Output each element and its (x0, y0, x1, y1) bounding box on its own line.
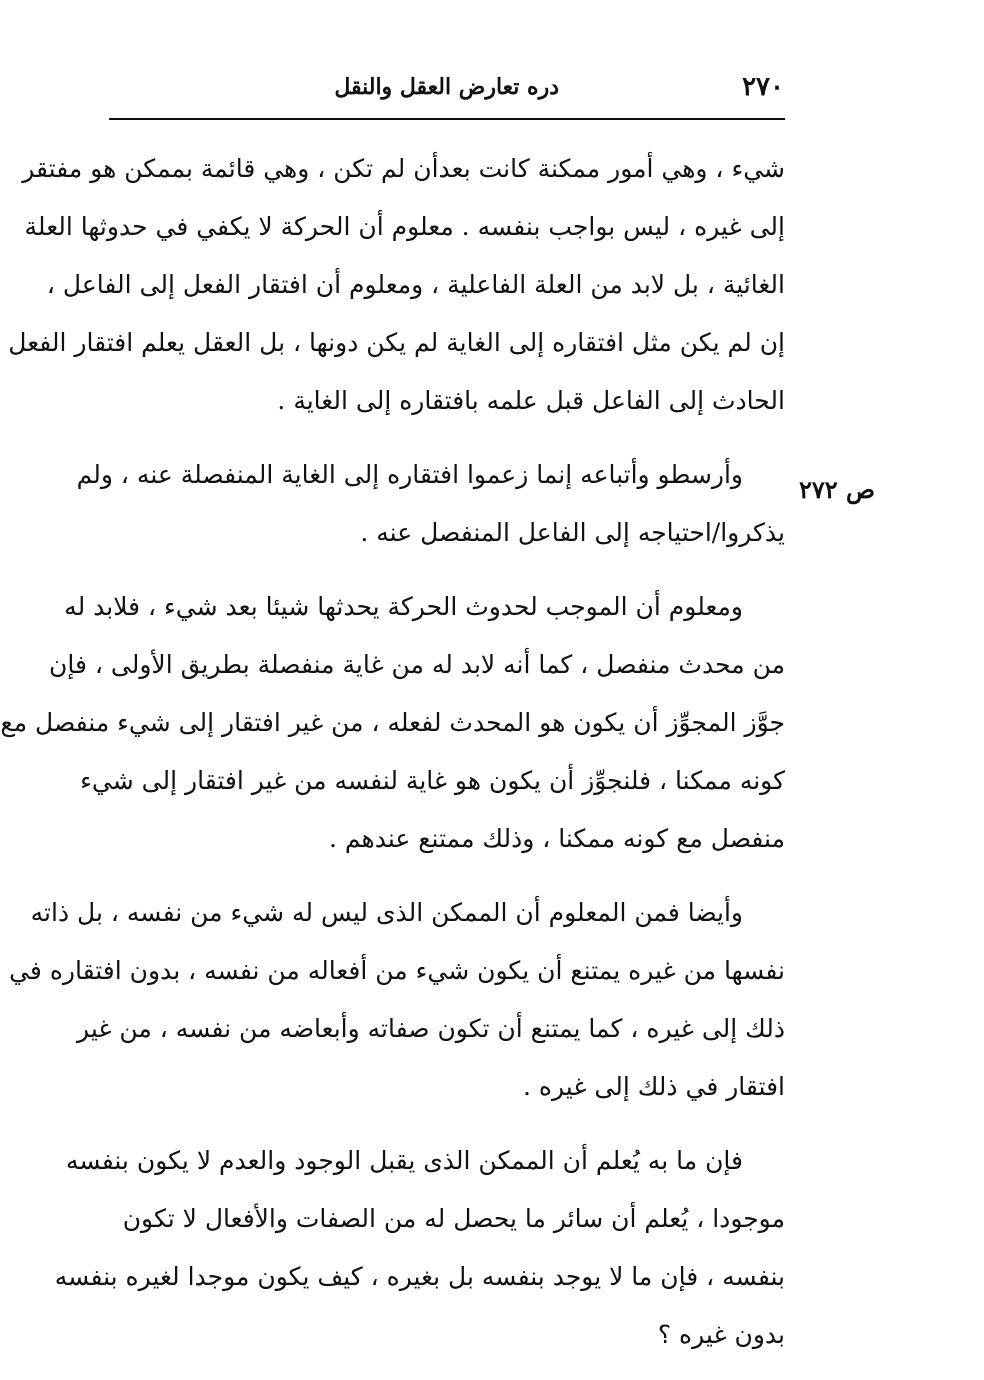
text-line: شيء ، وهي أمور ممكنة كانت بعدأن لم تكن ، وهي قائمة بممكن هو مفتقر (22, 154, 785, 183)
text-line: وأيضا فمن المعلوم أن الممكن الذى ليس له شيء من نفسه ، بل ذاته (30, 898, 743, 927)
text-line: موجودا ، يُعلم أن سائر ما يحصل له من الصفات والأفعال لا تكون (122, 1204, 785, 1233)
header-rule (109, 118, 785, 120)
running-title: دره تعارض العقل والنقل (334, 74, 559, 100)
text-line: افتقار في ذلك إلى غيره . (523, 1072, 785, 1101)
paragraph-5 (54, 1132, 785, 1364)
text-line: الغائية ، بل لابد من العلة الفاعلية ، ومعلوم أن افتقار الفعل إلى الفاعل ، (46, 270, 785, 299)
text-line: منفصل مع كونه ممكنا ، وذلك ممتنع عندهم . (328, 824, 785, 853)
text-line: بنفسه ، فإن ما لا يوجد بنفسه بل بغيره ، كيف يكون موجدا لغيره بنفسه (54, 1262, 785, 1291)
paragraph-1 (8, 140, 785, 430)
text-line: ذلك إلى غيره ، كما يمتنع أن تكون صفاته وأبعاضه من نفسه ، من غير (77, 1014, 785, 1043)
text-line: نفسها من غيره يمتنع أن يكون شيء من أفعاله من نفسه ، بدون افتقاره في (9, 956, 785, 985)
text-line: إن لم يكن مثل افتقاره إلى الغاية لم يكن دونها ، بل العقل يعلم افتقار الفعل (8, 328, 785, 357)
paragraph-2 (76, 446, 785, 562)
running-header (109, 66, 784, 112)
text-line: إلى غيره ، ليس بواجب بنفسه . معلوم أن الحركة لا يكفي في حدوثها العلة (24, 212, 785, 241)
text-line: فإن ما به يُعلم أن الممكن الذى يقبل الوجود والعدم لا يكون بنفسه (66, 1146, 743, 1175)
text-line: من محدث منفصل ، كما أنه لابد له من غاية منفصلة بطريق الأولى ، فإن (49, 650, 785, 679)
text-line: يذكروا/احتياجه إلى الفاعل المنفصل عنه . (360, 518, 785, 547)
text-line: بدون غيره ؟ (657, 1320, 785, 1349)
paragraph-3 (0, 578, 785, 868)
text-line: الحادث إلى الفاعل قبل علمه بافتقاره إلى الغاية . (277, 386, 785, 415)
paragraph-4 (9, 884, 785, 1116)
text-line: ومعلوم أن الموجب لحدوث الحركة يحدثها شيئا بعد شيء ، فلابد له (64, 592, 743, 621)
margin-page-reference: ص ٢٧٢ (799, 475, 876, 504)
text-line: وأرسطو وأتباعه إنما زعموا افتقاره إلى الغاية المنفصلة عنه ، ولم (76, 460, 743, 489)
text-line: جوَّز المجوِّز أن يكون هو المحدث لفعله ، من غير افتقار إلى شيء منفصل مع (0, 708, 785, 737)
body-text (0, 140, 785, 1380)
text-line: كونه ممكنا ، فلنجوِّز أن يكون هو غاية لنفسه من غير افتقار إلى شيء (80, 766, 785, 795)
page-number: ٢٧٠ (742, 72, 784, 102)
